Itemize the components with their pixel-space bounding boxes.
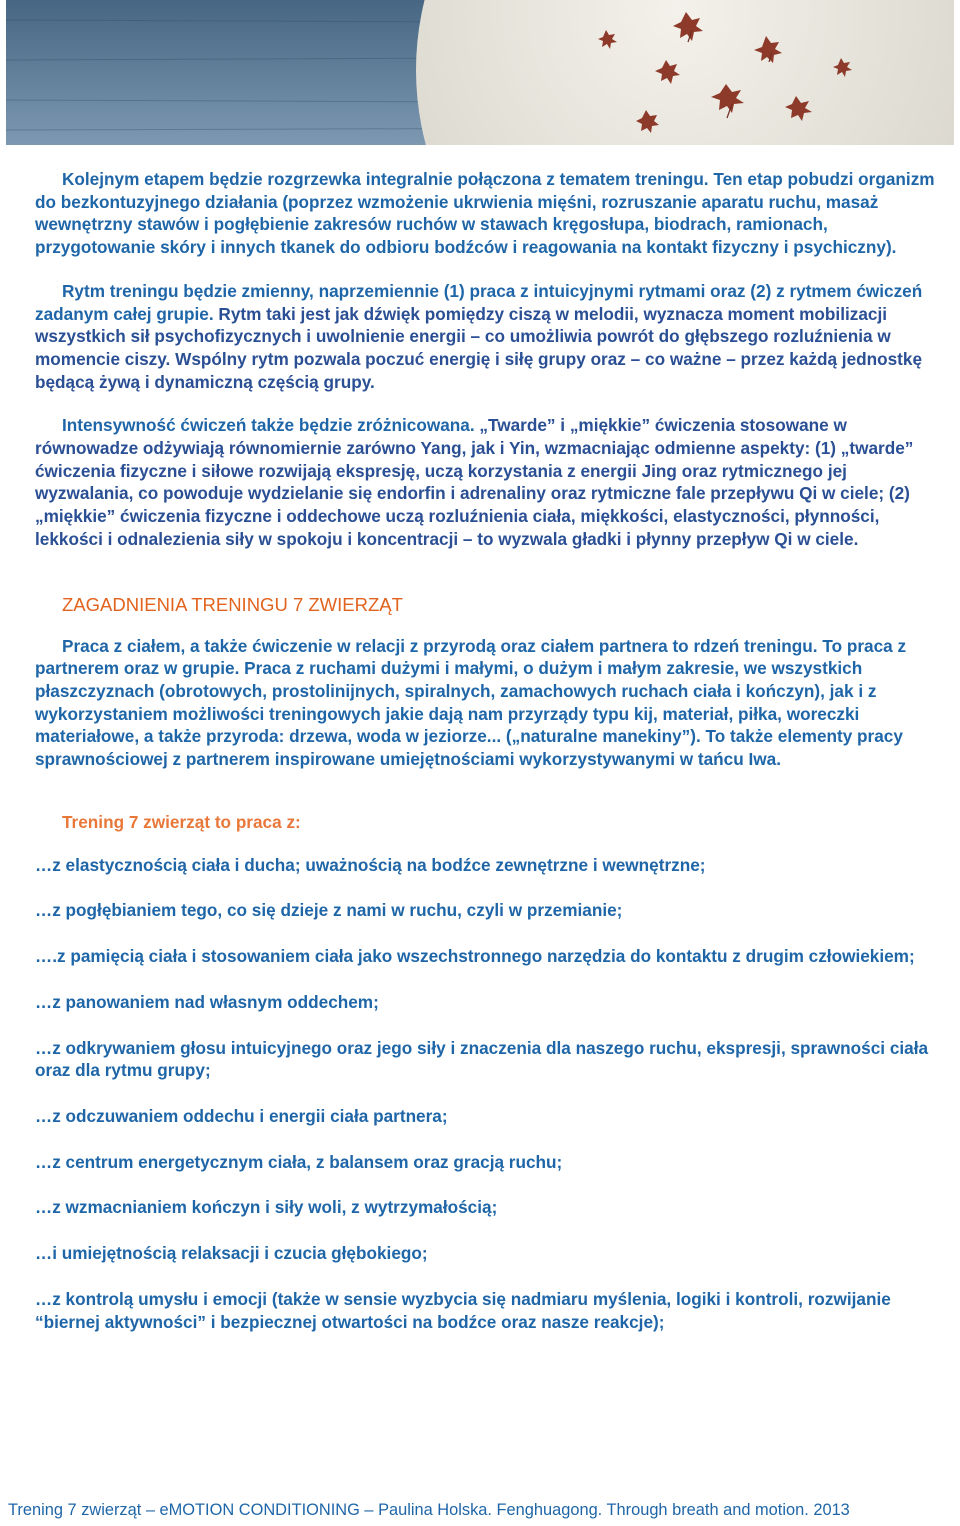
list-item: …z odczuwaniem oddechu i energii ciała partnera; (35, 1105, 448, 1126)
list-item: ….z pamięcią ciała i stosowaniem ciała jako wszechstronnego narzędzia do kontaktu z drugim człowiekiem; (35, 946, 915, 967)
list-heading: Trening 7 zwierząt to praca z: (62, 811, 301, 832)
section-heading: ZAGADNIENIA TRENINGU 7 ZWIERZĄT (62, 593, 403, 615)
list-item: …z wzmacnianiem kończyn i siły woli, z wytrzymałością; (35, 1197, 498, 1218)
moon-maple-leaves-illustration (6, 0, 954, 145)
list-item: …z kontrolą umysłu i emocji (także w sensie wyzbycia się nadmiaru myślenia, logiki i kontroli, rozwijanie “biernej aktywności” i bezpiecznej otwartości na bodźce oraz nasze reakcje); (35, 1288, 891, 1332)
list-item: …i umiejętnością relaksacji i czucia głębokiego; (35, 1243, 428, 1264)
paragraph-intensity-lead: Intensywność ćwiczeń także będzie zróżnicowana. (62, 415, 475, 436)
page-footer: Trening 7 zwierząt – eMOTION CONDITIONING – Paulina Holska. Fenghuagong. Through breath and motion. 2013 (8, 1501, 850, 1519)
header-banner-image (6, 0, 954, 145)
document-body (35, 168, 950, 1356)
paragraph-rhythm-rest: Rytm taki jest jak dźwięk pomiędzy ciszą w melodii, wyznacza moment mobilizacji wszystkich sił psychofizycznych i uwolnienie energii – co umożliwia powrót do głębszego rozluźnienia w momencie ciszy. Wspólny rytm pozwala poczuć energię i siłę grupy oraz – co ważne – przez każdą jednostkę będącą żywą i dynamiczną częścią grupy. (35, 303, 923, 392)
training-topics-list (35, 854, 950, 1333)
paragraph-rhythm (35, 280, 950, 394)
paragraph-intensity-rest: „Twarde” i „miękkie” ćwiczenia stosowane w równowadze odżywiają równomiernie zarówno Yang, jak i Yin, wzmacniając odmienne aspekty: (1) „twarde” ćwiczenia fizyczne i siłowe rozwijają ekspresję, uczą korzystania z energii Jing oraz rytmicznego jej wyzwalania, co powoduje wydzielanie się endorfin i adrenaliny oraz rytmiczne fale przepływu Qi w ciele; (2) „miękkie” ćwiczenia fizyczne i oddechowe uczą rozluźnienia ciała, miękkości, elastyczności, płynności, lekkości i odnalezienia siły w spokoju i koncentracji – to wyzwala gładki i płynny przepływ Qi w ciele. (35, 415, 914, 549)
list-item: …z odkrywaniem głosu intuicyjnego oraz jego siły i znaczenia dla naszego ruchu, ekspresji, sprawności ciała oraz dla rytmu grupy; (35, 1037, 929, 1081)
paragraph-intensity (35, 414, 950, 550)
paragraph-warmup: Kolejnym etapem będzie rozgrzewka integralnie połączona z tematem treningu. Ten etap pobudzi organizm do bezkontuzyjnego działania (poprzez wzmożenie ukrwienia mięśni, rozruszanie aparatu ruchu, masaż wewnętrzny stawów i pogłębienie zakresów ruchów w stawach kręgosłupa, biodrach, ramionach, przygotowanie skóry i innych tkanek do odbioru bodźców i reagowania na kontakt fizyczny i psychiczny). (35, 169, 935, 258)
list-item: …z centrum energetycznym ciała, z balansem oraz gracją ruchu; (35, 1151, 563, 1172)
paragraph-partner-work: Praca z ciałem, a także ćwiczenie w relacji z przyrodą oraz ciałem partnera to rdzeń treningu. To praca z partnerem oraz w grupie. Praca z ruchami dużymi i małymi, o dużym i małym zakresie, we wszystkich płaszczyznach (obrotowych, prostolinijnych, spiralnych, zamachowych ruchach ciała i kończyn), jak i z wykorzystaniem możliwości treningowych jakie dają nam przyrządy typu kij, materiał, piłka, woreczki materiałowe, a także przyroda: drzewa, woda w jeziorze... („naturalne manekiny”). To także elementy pracy sprawnościowej z partnerem inspirowane umiejętnościami wykorzystywanymi w tańcu Iwa. (35, 635, 907, 770)
list-item: …z elastycznością ciała i ducha; uważnością na bodźce zewnętrzne i wewnętrzne; (35, 854, 706, 875)
list-item: …z panowaniem nad własnym oddechem; (35, 991, 379, 1012)
list-item: …z pogłębianiem tego, co się dzieje z nami w ruchu, czyli w przemianie; (35, 900, 623, 921)
paragraph-rhythm-lead: Rytm treningu będzie zmienny, naprzemiennie (1) praca z intuicyjnymi rytmami oraz (2) z rytmem ćwiczeń zadanym całej grupie. (35, 280, 923, 324)
